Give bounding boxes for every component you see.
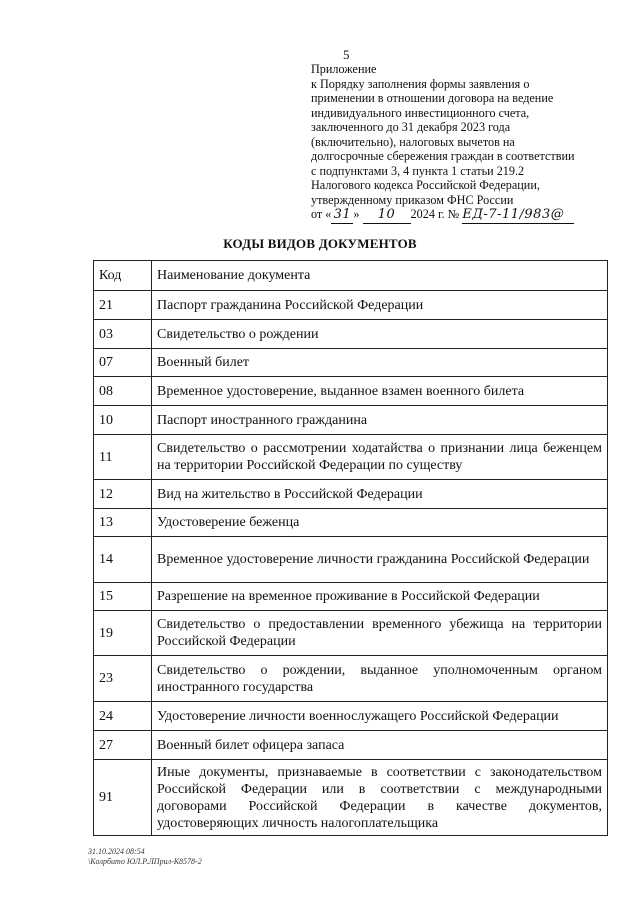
row-name: Свидетельство о рассмотрении ходатайства о признании лица беженцем на территории Российской Федерации по существу — [152, 435, 608, 480]
row-code: 13 — [94, 509, 152, 537]
table-row — [94, 377, 608, 406]
row-code: 14 — [94, 537, 152, 583]
order-number: ЕД-7-11/983@ — [462, 208, 574, 224]
date-day: 31 — [331, 208, 353, 224]
row-code: 11 — [94, 435, 152, 480]
row-name: Военный билет офицера запаса — [152, 731, 608, 760]
row-name: Иные документы, признаваемые в соответствии с законодательством Российской Федерации или в соответствии с международными договорами Российской Федерации в качестве документов, удостоверяющих личность налогоплательщика — [152, 760, 608, 836]
footer-stamp — [88, 847, 202, 867]
row-code: 03 — [94, 320, 152, 349]
appendix-line: применении в отношении договора на ведение — [311, 91, 554, 105]
row-code: 15 — [94, 583, 152, 611]
table-row — [94, 509, 608, 537]
footer-timestamp: 31.10.2024 08:54 — [88, 847, 145, 856]
table-row — [94, 583, 608, 611]
row-name: Удостоверение личности военнослужащего Российской Федерации — [152, 702, 608, 731]
footer-file-path: \Кoлрбито ЮЛ.Р.ЛПрил-К8578-2 — [88, 857, 202, 866]
row-code: 24 — [94, 702, 152, 731]
row-code: 12 — [94, 480, 152, 509]
row-name: Свидетельство о предоставлении временного убежища на территории Российской Федерации — [152, 611, 608, 656]
appendix-line: к Порядку заполнения формы заявления о — [311, 76, 530, 91]
table-row — [94, 611, 608, 656]
table-row — [94, 480, 608, 509]
row-code: 10 — [94, 406, 152, 435]
appendix-line: (включительно), налоговых вычетов на — [311, 134, 515, 149]
row-code: 19 — [94, 611, 152, 656]
table-header-row — [94, 261, 608, 291]
row-code: 23 — [94, 656, 152, 702]
row-name: Паспорт гражданина Российской Федерации — [152, 291, 608, 320]
table-row — [94, 406, 608, 435]
page-title: КОДЫ ВИДОВ ДОКУМЕНТОВ — [223, 236, 417, 251]
row-code: 08 — [94, 377, 152, 406]
document-codes-table — [93, 260, 608, 836]
table-row — [94, 760, 608, 836]
date-prefix: от « — [311, 207, 332, 221]
row-name: Временное удостоверение личности гражданина Российской Федерации — [152, 537, 608, 583]
date-sep: » — [353, 207, 360, 221]
table-row — [94, 349, 608, 377]
appendix-line: Налогового кодекса Российской Федерации, — [311, 178, 540, 192]
appendix-line: Приложение — [311, 62, 377, 76]
appendix-line: долгосрочные сбережения граждан в соответствии — [311, 149, 575, 163]
appendix-line: с подпунктами 3, 4 пункта 1 статьи 219.2 — [311, 163, 525, 178]
row-code: 07 — [94, 349, 152, 377]
header-name: Наименование документа — [152, 261, 608, 291]
table-row — [94, 537, 608, 583]
table-row — [94, 320, 608, 349]
row-name: Паспорт иностранного гражданина — [152, 406, 608, 435]
header-code: Код — [94, 261, 152, 291]
appendix-line: индивидуального инвестиционного счета, — [311, 105, 530, 120]
table-row — [94, 656, 608, 702]
table-row — [94, 702, 608, 731]
page-number: 5 — [343, 47, 350, 62]
row-name: Свидетельство о рождении — [152, 320, 608, 349]
row-name: Вид на жительство в Российской Федерации — [152, 480, 608, 509]
order-date-line — [311, 207, 611, 224]
table-row — [94, 291, 608, 320]
appendix-line: заключенного до 31 декабря 2023 года — [311, 120, 511, 134]
table-row — [94, 435, 608, 480]
appendix-line: утвержденному приказом ФНС России — [311, 192, 514, 207]
date-year: 2024 г. № — [410, 207, 460, 221]
appendix-note — [311, 62, 611, 224]
row-name: Разрешение на временное проживание в Российской Федерации — [152, 583, 608, 611]
row-name: Удостоверение беженца — [152, 509, 608, 537]
row-name: Временное удостоверение, выданное взамен военного билета — [152, 377, 608, 406]
table-row — [94, 731, 608, 760]
row-code: 27 — [94, 731, 152, 760]
row-name: Свидетельство о рождении, выданное уполномоченным органом иностранного государства — [152, 656, 608, 702]
row-code: 21 — [94, 291, 152, 320]
row-name: Военный билет — [152, 349, 608, 377]
row-code: 91 — [94, 760, 152, 836]
date-month: 10 — [363, 208, 411, 224]
